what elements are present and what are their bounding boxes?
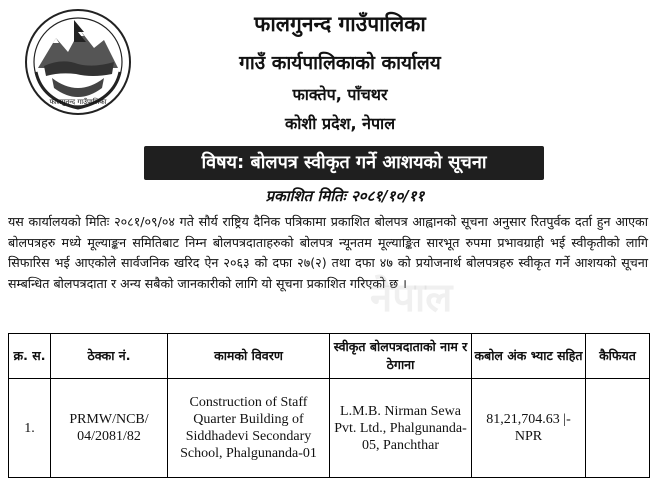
watermark: नेपाल	[370, 275, 453, 321]
cell-remarks	[586, 379, 650, 478]
cell-bidder: L.M.B. Nirman Sewa Pvt. Ltd., Phalgunanda-05, Panchthar	[330, 379, 472, 478]
header-amount: कबोल अंक भ्याट सहित	[472, 334, 586, 379]
address-line: फाक्तेप, पाँचथर	[292, 85, 388, 104]
bid-table	[8, 333, 650, 478]
header-bidder: स्वीकृत बोलपत्रदाताको नाम र ठेगाना	[330, 334, 472, 379]
org-name: फालगुनन्द गाउँपालिका	[254, 12, 426, 36]
header-sn: क्र. स.	[9, 334, 51, 379]
table-row	[9, 379, 650, 478]
notice-body: यस कार्यालयको मितिः २०८१/०९/०४ गते सौर्य राष्ट्रिय दैनिक पत्रिकामा प्रकाशित बोलपत्र आह्वानको सूचना अनुसार रितपुर्वक दर्ता हुन आएका बोलपत्रहरु मध्ये मूल्याङ्कन समितिबाट निम्न बोलपत्रदाताहरुको बोलपत्र न्यूनतम मूल्याङ्कित सारभूत रुपमा प्रभावग्राही भई स्वीकृतीको लागि सिफारिस भई आएकोले सार्वजनिक खरिद ऐन २०६३ को दफा २७(२) तथा दफा ४७ को प्रयोजनार्थ बोलपत्रहरु स्वीकृत गर्ने आशयको सूचना सम्बन्धित बोलपत्रदाता र अन्य सबैको जानकारीको लागि यो सूचना प्रकाशित गरिएको छ ।	[8, 214, 648, 291]
svg-text:फालगुनन्द गाउँपालिका: फालगुनन्द गाउँपालिका	[49, 98, 107, 106]
table-header-row	[9, 334, 650, 379]
notice-subject: विषय: बोलपत्र स्वीकृत गर्ने आशयको सूचना	[144, 146, 544, 180]
cell-sn: 1.	[9, 379, 51, 478]
header-description: कामको विवरण	[168, 334, 330, 379]
municipality-emblem-icon	[22, 8, 134, 116]
published-date: प्रकाशित मितिः २०८१/१०/११	[265, 187, 425, 205]
header-remarks: कैफियत	[586, 334, 650, 379]
header-contract-no: ठेक्का नं.	[51, 334, 168, 379]
cell-amount: 81,21,704.63 |- NPR	[472, 379, 586, 478]
cell-contract-no: PRMW/NCB/ 04/2081/82	[51, 379, 168, 478]
province-line: कोशी प्रदेश, नेपाल	[284, 114, 396, 133]
cell-description: Construction of Staff Quarter Building of Siddhadevi Secondary School, Phalgunanda-01	[168, 379, 330, 478]
office-name: गाउँ कार्यपालिकाको कार्यालय	[239, 52, 441, 74]
